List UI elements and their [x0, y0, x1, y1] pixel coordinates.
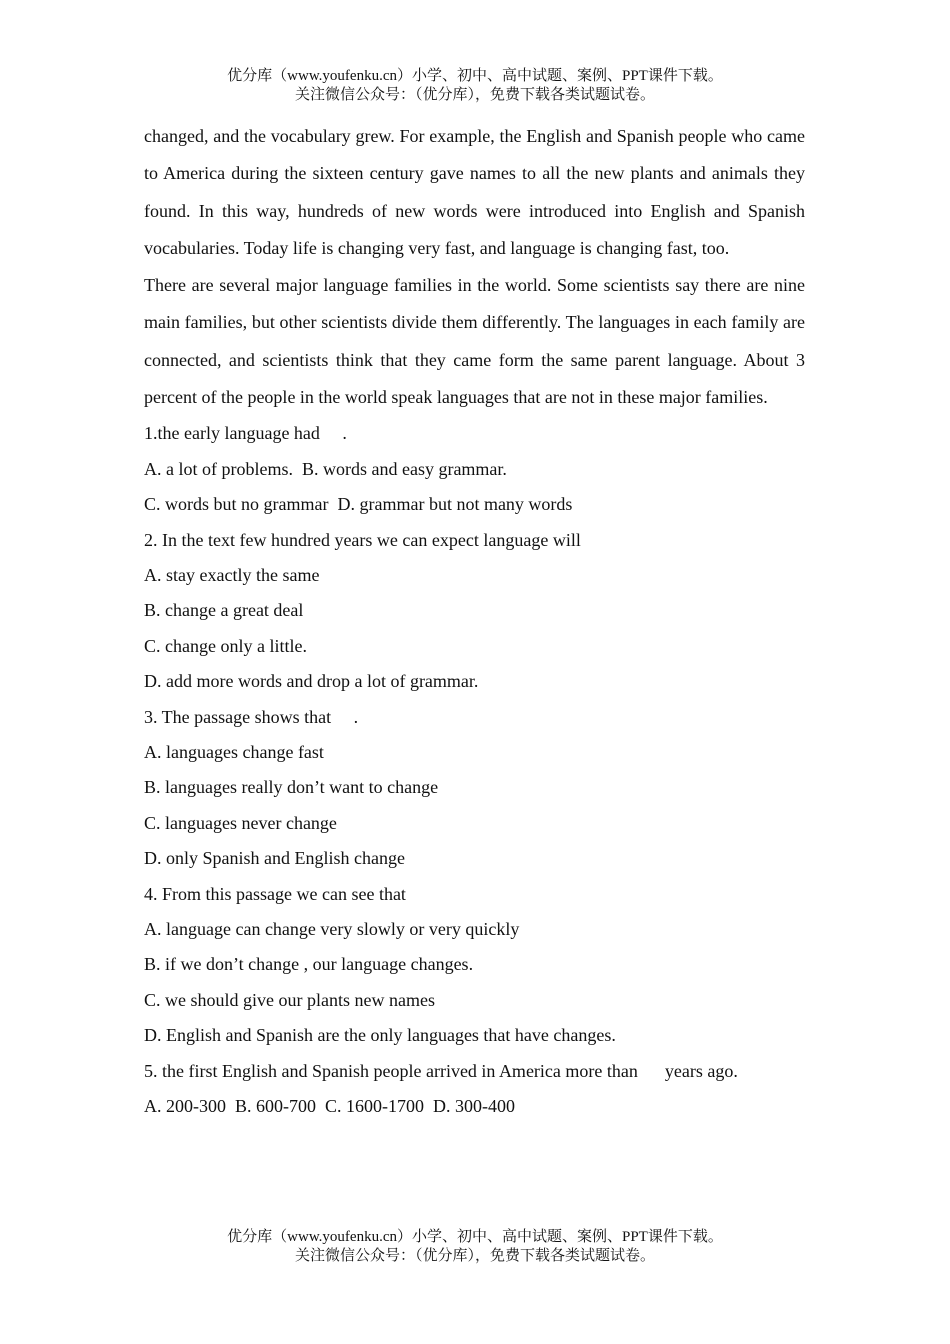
passage-paragraph-1: changed, and the vocabulary grew. For example, the English and Spanish people who came to America during the sixteen century gave names to all the new plants and animals they found. In this way, hundreds of new words were introduced into English and Spanish vocabularies. Today life is changing very fast, and language is changing fast, too. — [144, 126, 805, 258]
question-1-stem: 1.the early language had . — [144, 423, 347, 444]
question-4-option-a: A. language can change very slowly or very quickly — [144, 919, 520, 940]
header-line-1: 优分库（www.youfenku.cn）小学、初中、高中试题、案例、PPT课件下载。 — [227, 68, 723, 84]
passage-paragraph-2: There are several major language families in the world. Some scientists say there are nine main families, but other scientists divide them differently. The languages in each family are connected, and scientists think that they came form the same parent language. About 3 percent of the people in the world speak languages that are not in these major families. — [144, 275, 805, 408]
header-line-2: 关注微信公众号：（优分库），免费下载各类试题试卷。 — [294, 87, 655, 103]
document-body — [144, 118, 805, 1125]
question-4-option-b: B. if we don’t change , our language changes. — [144, 954, 474, 975]
question-3-option-b: B. languages really don’t want to change — [144, 777, 439, 798]
question-2-stem: 2. In the text few hundred years we can expect language will — [144, 529, 581, 550]
question-1-options-cd: C. words but no grammar D. grammar but not many words — [144, 494, 573, 515]
question-2-option-b: B. change a great deal — [144, 600, 304, 621]
footer-line-1: 优分库（www.youfenku.cn）小学、初中、高中试题、案例、PPT课件下载。 — [227, 1229, 723, 1245]
questions-section — [144, 416, 805, 1124]
question-2-option-c: C. change only a little. — [144, 635, 307, 656]
question-5-options: A. 200-300 B. 600-700 C. 1600-1700 D. 300-400 — [144, 1096, 515, 1117]
question-3-stem: 3. The passage shows that . — [144, 706, 359, 727]
page-footer — [0, 1228, 950, 1266]
question-2-option-a: A. stay exactly the same — [144, 565, 320, 585]
question-1-options-ab: A. a lot of problems. B. words and easy grammar. — [144, 458, 507, 479]
question-2-option-d: D. add more words and drop a lot of grammar. — [144, 671, 479, 692]
question-5-stem: 5. the first English and Spanish people arrived in America more than years ago. — [144, 1060, 738, 1081]
page-header — [0, 67, 950, 105]
question-4-option-c: C. we should give our plants new names — [144, 989, 435, 1010]
question-3-option-c: C. languages never change — [144, 812, 337, 833]
question-3-option-a: A. languages change fast — [144, 742, 324, 763]
footer-line-2: 关注微信公众号：（优分库），免费下载各类试题试卷。 — [294, 1248, 655, 1264]
question-4-stem: 4. From this passage we can see that — [144, 883, 406, 904]
question-4-option-d: D. English and Spanish are the only languages that have changes. — [144, 1025, 616, 1046]
question-3-option-d: D. only Spanish and English change — [144, 848, 405, 869]
